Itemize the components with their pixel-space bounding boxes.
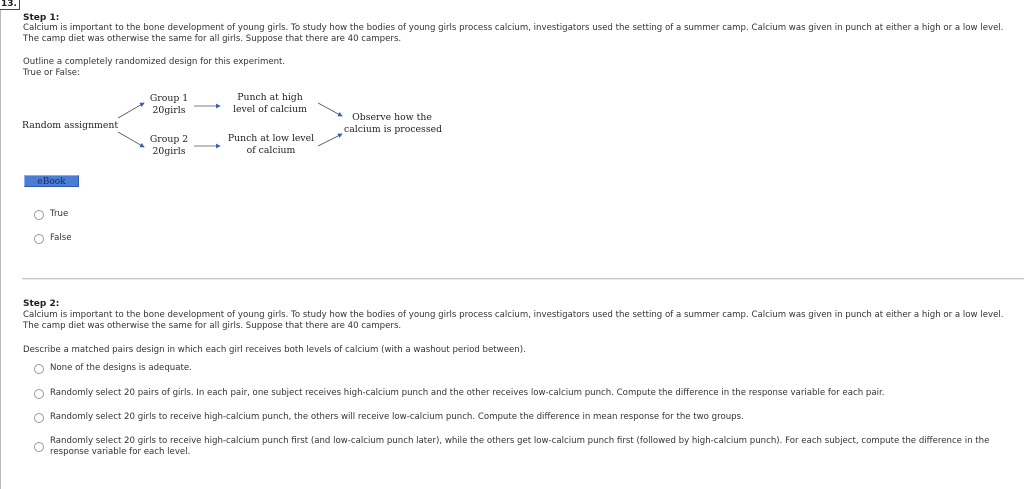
group1-label: [147, 93, 191, 117]
observe-line1: Observe how the: [352, 112, 432, 123]
group1-line2: 20girls: [152, 105, 186, 116]
step1-instruction: Outline a completely randomized design for this experiment.: [23, 57, 286, 67]
arrow-to-group2: [118, 132, 144, 147]
group2-line1: Group 2: [149, 134, 189, 145]
ebook-button[interactable]: eBook: [24, 175, 79, 187]
option-1-label: None of the designs is adequate.: [50, 363, 192, 373]
random-assignment-label: Random assignment: [22, 120, 119, 131]
option-true-label: True: [50, 209, 69, 219]
option-false-label: False: [50, 233, 72, 243]
step1-sub-instruction: True or False:: [23, 68, 80, 78]
group2-label: [147, 134, 191, 158]
step2-paragraph: Calcium is important to the bone development of young girls. To study how the bodies of young girls process calcium, investigators used the setting of a summer camp. Calcium was given in punch at either a high or a low level. The camp diet was otherwise the same for all girls. Suppose that there are 40 campers.: [23, 310, 1004, 331]
punch-high-line2: level of calcium: [233, 104, 307, 115]
punch-low-line2: of calcium: [246, 145, 296, 156]
punch-high-label: [228, 92, 312, 116]
arrow-to-group1: [118, 103, 144, 118]
radio-false[interactable]: [34, 234, 44, 244]
radio-option-2[interactable]: [34, 389, 44, 399]
observe-line2: calcium is processed: [344, 124, 443, 135]
punch-high-line1: Punch at high: [237, 92, 303, 103]
option-4-label: Randomly select 20 girls to receive high-calcium punch first (and low-calcium punch later), while the others get low-calcium punch first (followed by high-calcium punch). For each subject, compute the difference in the response variable for each level.: [50, 436, 990, 457]
arrow-low-to-observe: [318, 134, 342, 146]
arrow-high-to-observe: [318, 103, 342, 116]
punch-low-label: [226, 133, 316, 157]
radio-option-4[interactable]: [34, 442, 44, 452]
step1-title: Step 1:: [23, 13, 60, 23]
radio-option-3[interactable]: [34, 413, 44, 423]
step1-paragraph: Calcium is important to the bone development of young girls. To study how the bodies of young girls process calcium, investigators used the setting of a summer camp. Calcium was given in punch at either a high or a low level. The camp diet was otherwise the same for all girls. Suppose that there are 40 campers.: [23, 23, 1004, 44]
observe-label: [344, 112, 443, 136]
step2-instruction: Describe a matched pairs design in which each girl receives both levels of calcium (with a washout period between).: [23, 345, 526, 355]
option-3-label: Randomly select 20 girls to receive high-calcium punch, the others will receive low-calcium punch. Compute the difference in mean response for the two groups.: [50, 412, 744, 422]
radio-true[interactable]: [34, 210, 44, 220]
design-diagram: [22, 86, 442, 166]
radio-option-1[interactable]: [34, 364, 44, 374]
left-border: [0, 10, 1, 489]
group1-line1: Group 1: [149, 93, 189, 104]
group2-line2: 20girls: [152, 146, 186, 157]
question-number: 13.: [0, 0, 20, 10]
punch-low-line1: Punch at low level: [227, 133, 315, 144]
option-2-label: Randomly select 20 pairs of girls. In each pair, one subject receives high-calcium punch and the other receives low-calcium punch. Compute the difference in the response variable for each pair.: [50, 388, 885, 398]
step-divider-shadow: [22, 279, 1024, 280]
step2-title: Step 2:: [23, 299, 60, 309]
